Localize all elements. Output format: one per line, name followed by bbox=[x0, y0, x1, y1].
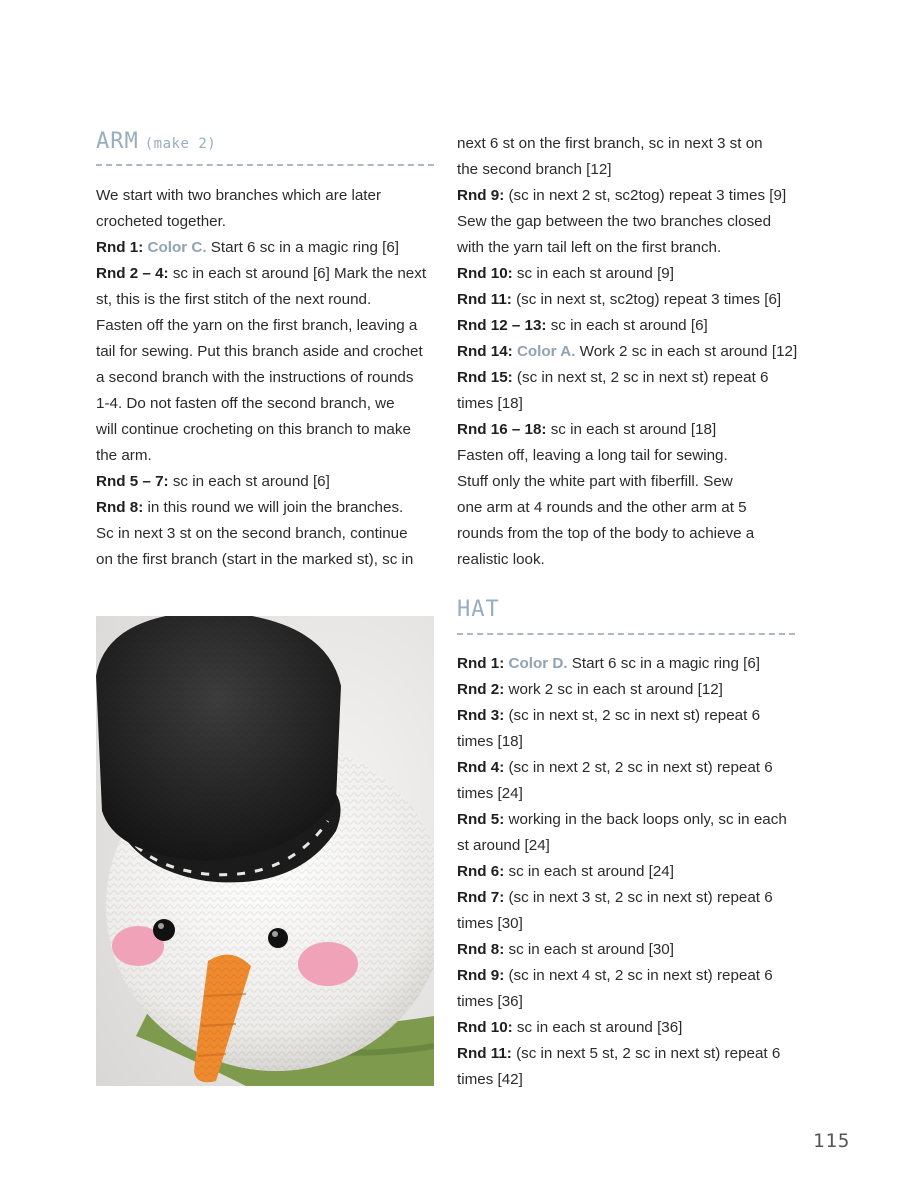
text-line bbox=[457, 261, 802, 287]
text-line bbox=[96, 547, 441, 573]
text-segment: (sc in next 5 st, 2 sc in next st) repeat 6 bbox=[511, 1045, 781, 1062]
round-label: Rnd 9: bbox=[457, 967, 505, 984]
text-line bbox=[457, 937, 802, 963]
text-line bbox=[96, 365, 441, 391]
text-line bbox=[457, 833, 802, 859]
text-segment: times [24] bbox=[457, 785, 523, 802]
text-line bbox=[457, 495, 802, 521]
round-label: Rnd 6: bbox=[457, 863, 505, 880]
text-line bbox=[457, 729, 802, 755]
text-segment: times [30] bbox=[457, 915, 523, 932]
text-line bbox=[457, 313, 802, 339]
round-label: Rnd 14: bbox=[457, 343, 513, 360]
snowman-illustration bbox=[96, 616, 434, 1086]
text-segment: st, this is the first stitch of the next round. bbox=[96, 291, 372, 308]
text-line bbox=[457, 885, 802, 911]
round-label: Rnd 16 – 18: bbox=[457, 421, 547, 438]
round-label: Rnd 7: bbox=[457, 889, 505, 906]
text-line bbox=[96, 235, 441, 261]
text-line bbox=[457, 157, 802, 183]
text-segment: work 2 sc in each st around [12] bbox=[504, 681, 723, 698]
text-line bbox=[96, 521, 441, 547]
text-line bbox=[96, 313, 441, 339]
text-line bbox=[457, 521, 802, 547]
text-line bbox=[457, 807, 802, 833]
text-segment: one arm at 4 rounds and the other arm at 5 bbox=[457, 499, 747, 516]
hat-divider bbox=[457, 633, 795, 635]
text-line bbox=[96, 339, 441, 365]
text-segment: Stuff only the white part with fiberfill. Sew bbox=[457, 473, 733, 490]
text-segment: in this round we will join the branches. bbox=[143, 499, 404, 516]
arm-divider bbox=[96, 164, 434, 166]
text-line bbox=[96, 443, 441, 469]
text-line bbox=[457, 339, 802, 365]
arm-instructions-left bbox=[96, 183, 441, 573]
text-line bbox=[457, 365, 802, 391]
text-segment: st around [24] bbox=[457, 837, 550, 854]
text-segment: sc in each st around [6] Mark the next bbox=[168, 265, 427, 282]
round-label: Rnd 4: bbox=[457, 759, 505, 776]
text-segment: (sc in next st, 2 sc in next st) repeat 6 bbox=[512, 369, 769, 386]
text-segment: Fasten off the yarn on the first branch, leaving a bbox=[96, 317, 418, 334]
round-label: Rnd 11: bbox=[457, 291, 512, 308]
text-line bbox=[96, 417, 441, 443]
round-label: Rnd 10: bbox=[457, 265, 513, 282]
text-segment: (sc in next 3 st, 2 sc in next st) repeat 6 bbox=[504, 889, 773, 906]
text-segment: sc in each st around [6] bbox=[168, 473, 330, 490]
text-segment: times [42] bbox=[457, 1071, 523, 1088]
text-line bbox=[457, 469, 802, 495]
round-label: Rnd 8: bbox=[96, 499, 144, 516]
text-segment: (sc in next 4 st, 2 sc in next st) repeat 6 bbox=[504, 967, 773, 984]
text-line bbox=[96, 287, 441, 313]
text-segment: (sc in next st, sc2tog) repeat 3 times [6] bbox=[511, 291, 782, 308]
text-segment: 1-4. Do not fasten off the second branch, we bbox=[96, 395, 395, 412]
text-segment: a second branch with the instructions of rounds bbox=[96, 369, 414, 386]
text-line bbox=[457, 911, 802, 937]
hat-title: HAT bbox=[457, 597, 500, 622]
text-line bbox=[457, 443, 802, 469]
text-line bbox=[457, 235, 802, 261]
hat-heading bbox=[457, 597, 500, 622]
arm-heading bbox=[96, 129, 216, 154]
text-line bbox=[457, 859, 802, 885]
round-label: Rnd 5: bbox=[457, 811, 505, 828]
text-line bbox=[457, 417, 802, 443]
text-segment: times [18] bbox=[457, 733, 523, 750]
round-label: Rnd 8: bbox=[457, 941, 505, 958]
text-line bbox=[96, 391, 441, 417]
text-segment: with the yarn tail left on the first branch. bbox=[457, 239, 722, 256]
round-label: Rnd 5 – 7: bbox=[96, 473, 169, 490]
text-line bbox=[96, 183, 441, 209]
color-label: Color A. bbox=[516, 343, 576, 360]
text-line bbox=[457, 1015, 802, 1041]
round-label: Rnd 1: bbox=[96, 239, 144, 256]
text-segment: sc in each st around [18] bbox=[546, 421, 717, 438]
text-line bbox=[457, 651, 802, 677]
text-line bbox=[457, 963, 802, 989]
text-segment: times [36] bbox=[457, 993, 523, 1010]
round-label: Rnd 10: bbox=[457, 1019, 513, 1036]
text-segment: crocheted together. bbox=[96, 213, 227, 230]
text-line bbox=[96, 261, 441, 287]
text-segment: (sc in next 2 st, 2 sc in next st) repeat 6 bbox=[504, 759, 773, 776]
text-line bbox=[457, 1067, 802, 1093]
round-label: Rnd 2 – 4: bbox=[96, 265, 169, 282]
page-number: 115 bbox=[813, 1130, 851, 1152]
text-line bbox=[457, 703, 802, 729]
text-segment: sc in each st around [24] bbox=[504, 863, 674, 880]
text-segment: Start 6 sc in a magic ring [6] bbox=[567, 655, 761, 672]
text-line bbox=[457, 183, 802, 209]
text-line bbox=[457, 391, 802, 417]
text-line bbox=[457, 131, 802, 157]
arm-subtitle: (make 2) bbox=[144, 136, 217, 152]
round-label: Rnd 1: bbox=[457, 655, 505, 672]
text-line bbox=[457, 677, 802, 703]
text-segment: (sc in next 2 st, sc2tog) repeat 3 times [9] bbox=[504, 187, 787, 204]
text-segment: sc in each st around [6] bbox=[546, 317, 708, 334]
text-segment: Sew the gap between the two branches closed bbox=[457, 213, 772, 230]
text-segment: the arm. bbox=[96, 447, 152, 464]
text-segment: next 6 st on the first branch, sc in next 3 st on bbox=[457, 135, 763, 152]
text-segment: rounds from the top of the body to achieve a bbox=[457, 525, 755, 542]
text-segment: on the first branch (start in the marked st), sc in bbox=[96, 551, 414, 568]
text-segment: Fasten off, leaving a long tail for sewing. bbox=[457, 447, 728, 464]
round-label: Rnd 12 – 13: bbox=[457, 317, 547, 334]
round-label: Rnd 3: bbox=[457, 707, 505, 724]
text-segment: Work 2 sc in each st around [12] bbox=[575, 343, 798, 360]
text-segment: tail for sewing. Put this branch aside and crochet bbox=[96, 343, 423, 360]
round-label: Rnd 11: bbox=[457, 1045, 512, 1062]
text-segment: realistic look. bbox=[457, 551, 545, 568]
text-line bbox=[457, 989, 802, 1015]
color-label: Color D. bbox=[508, 655, 568, 672]
text-segment: sc in each st around [9] bbox=[512, 265, 674, 282]
text-line bbox=[457, 1041, 802, 1067]
hat-instructions bbox=[457, 651, 802, 1093]
text-segment: Sc in next 3 st on the second branch, continue bbox=[96, 525, 408, 542]
text-segment: (sc in next st, 2 sc in next st) repeat 6 bbox=[504, 707, 761, 724]
text-line bbox=[457, 781, 802, 807]
text-line bbox=[96, 469, 441, 495]
text-line bbox=[457, 547, 802, 573]
text-segment: will continue crocheting on this branch to make bbox=[96, 421, 411, 438]
text-line bbox=[96, 209, 441, 235]
text-segment: We start with two branches which are later bbox=[96, 187, 382, 204]
text-segment: Start 6 sc in a magic ring [6] bbox=[206, 239, 400, 256]
text-segment: the second branch [12] bbox=[457, 161, 612, 178]
text-line bbox=[96, 495, 441, 521]
text-segment: sc in each st around [36] bbox=[512, 1019, 683, 1036]
arm-instructions-right bbox=[457, 131, 802, 573]
text-segment: times [18] bbox=[457, 395, 523, 412]
color-label: Color C. bbox=[147, 239, 207, 256]
round-label: Rnd 15: bbox=[457, 369, 513, 386]
text-line bbox=[457, 755, 802, 781]
round-label: Rnd 9: bbox=[457, 187, 505, 204]
text-line bbox=[457, 287, 802, 313]
text-segment: sc in each st around [30] bbox=[504, 941, 674, 958]
text-segment: working in the back loops only, sc in each bbox=[504, 811, 787, 828]
round-label: Rnd 2: bbox=[457, 681, 505, 698]
arm-title: ARM bbox=[96, 129, 139, 154]
snowman-photo bbox=[96, 616, 434, 1086]
text-line bbox=[457, 209, 802, 235]
